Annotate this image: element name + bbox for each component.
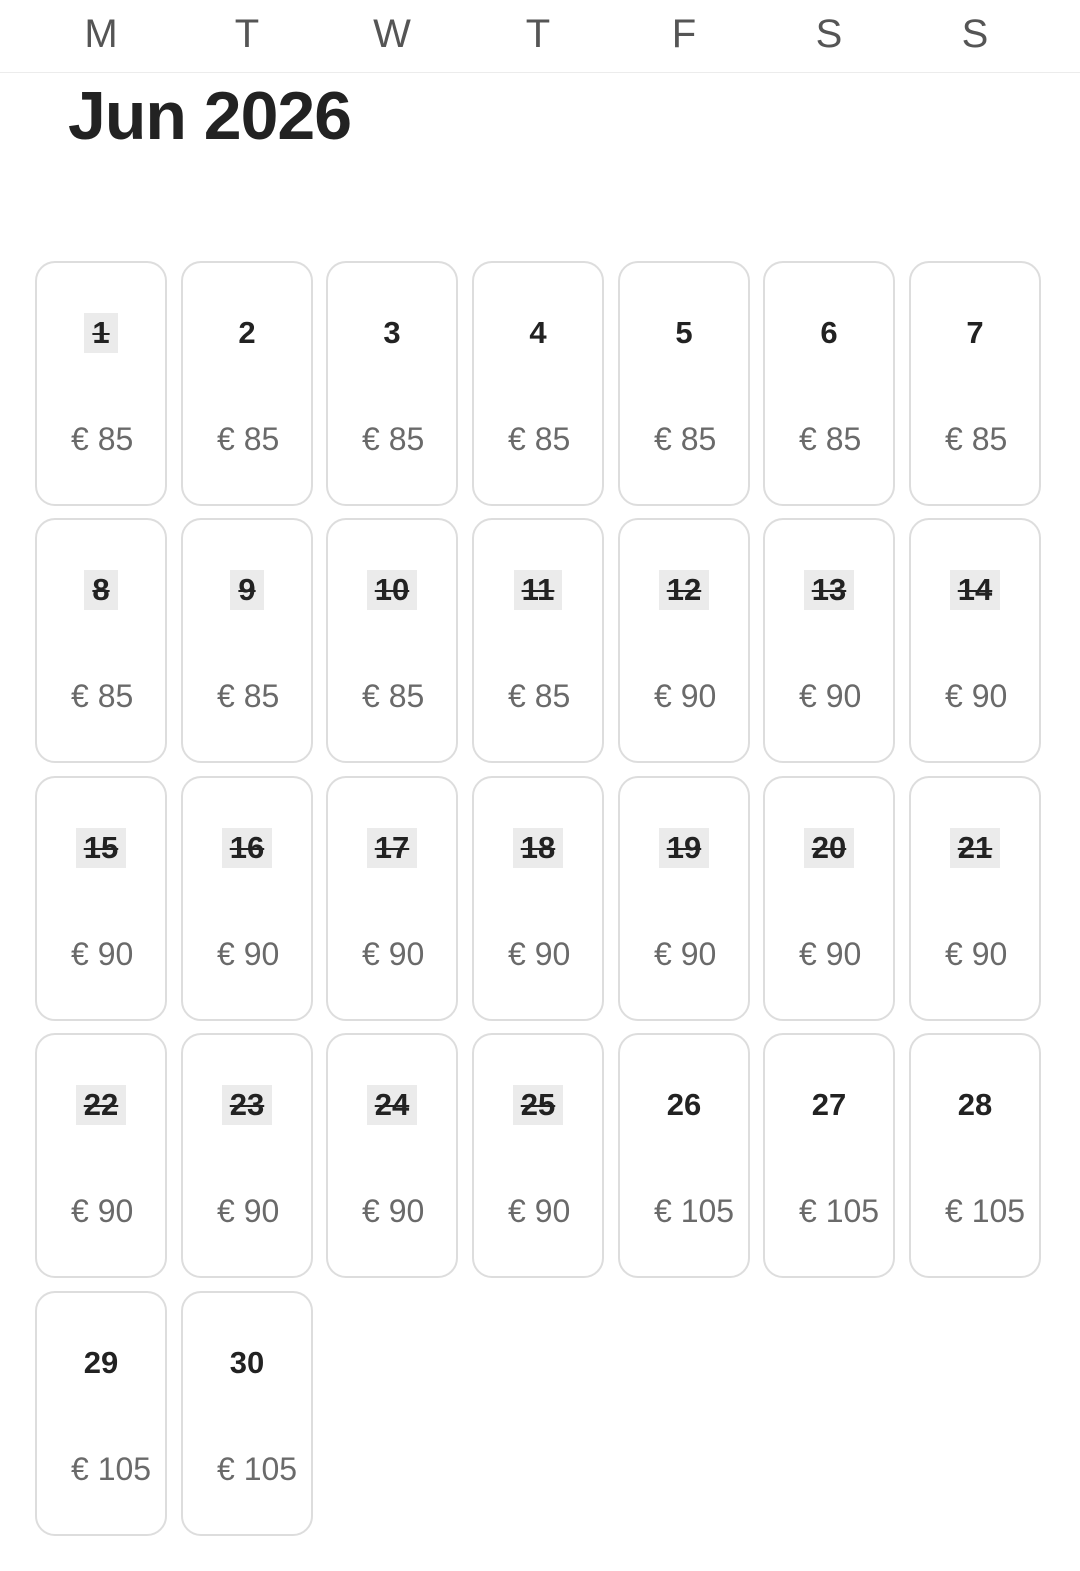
day-number <box>620 570 748 610</box>
weekday-header <box>0 0 1080 73</box>
calendar-day[interactable] <box>472 261 604 506</box>
day-number-label: 2 <box>238 315 256 350</box>
calendar-day <box>763 518 895 763</box>
day-number <box>37 1085 165 1125</box>
day-number-label: 30 <box>229 1345 265 1380</box>
day-number-label: 7 <box>966 315 984 350</box>
day-number-label: 24 <box>367 1085 417 1125</box>
day-price: € 90 <box>508 936 571 972</box>
calendar-day <box>181 1033 313 1278</box>
day-number-label: 11 <box>514 570 563 610</box>
day-price: € 105 <box>71 1451 152 1487</box>
day-number-label: 16 <box>222 828 272 868</box>
day-number-label: 15 <box>76 828 126 868</box>
day-number <box>911 313 1039 353</box>
day-price: € 90 <box>508 1193 571 1229</box>
day-number <box>328 1085 456 1125</box>
day-number-label: 18 <box>513 828 563 868</box>
calendar-day[interactable] <box>909 1033 1041 1278</box>
calendar-day[interactable] <box>763 1033 895 1278</box>
day-number <box>474 313 602 353</box>
day-number-label: 13 <box>804 570 854 610</box>
day-number-label: 26 <box>666 1087 702 1122</box>
calendar-day <box>35 261 167 506</box>
day-number-label: 14 <box>950 570 1000 610</box>
calendar-day <box>909 518 1041 763</box>
day-number-label: 4 <box>529 315 547 350</box>
day-price: € 90 <box>945 678 1008 714</box>
day-price: € 105 <box>217 1451 298 1487</box>
day-number-label: 5 <box>675 315 693 350</box>
day-number-label: 10 <box>367 570 417 610</box>
calendar-day[interactable] <box>618 1033 750 1278</box>
day-number-label: 17 <box>367 828 417 868</box>
weekday-label-mon: M <box>84 12 118 56</box>
calendar-day[interactable] <box>35 1291 167 1536</box>
day-number-label: 3 <box>383 315 401 350</box>
day-price: € 105 <box>945 1193 1026 1229</box>
day-number <box>474 1085 602 1125</box>
weekday-label-sat: S <box>815 12 843 56</box>
calendar-day[interactable] <box>618 261 750 506</box>
day-price: € 90 <box>945 936 1008 972</box>
day-number <box>37 1343 165 1383</box>
day-number <box>328 828 456 868</box>
day-number-label: 20 <box>804 828 854 868</box>
weekday-label-fri: F <box>671 12 697 56</box>
day-number <box>328 570 456 610</box>
day-number <box>328 313 456 353</box>
day-price: € 90 <box>654 936 717 972</box>
day-number-label: 22 <box>76 1085 126 1125</box>
day-number-label: 8 <box>84 570 117 610</box>
calendar-day <box>35 776 167 1021</box>
day-number <box>183 313 311 353</box>
day-price: € 85 <box>71 421 134 457</box>
day-number-label: 12 <box>659 570 709 610</box>
day-number <box>765 570 893 610</box>
day-number <box>620 828 748 868</box>
calendar-day <box>181 518 313 763</box>
day-price: € 85 <box>508 678 571 714</box>
day-price: € 85 <box>799 421 862 457</box>
day-price: € 85 <box>217 421 280 457</box>
calendar-day[interactable] <box>909 261 1041 506</box>
day-price: € 85 <box>217 678 280 714</box>
month-title: Jun 2026 <box>68 78 352 154</box>
day-price: € 90 <box>799 678 862 714</box>
weekday-label-thu: T <box>525 12 551 56</box>
day-price: € 90 <box>362 1193 425 1229</box>
day-number-label: 29 <box>83 1345 119 1380</box>
calendar-day <box>472 1033 604 1278</box>
calendar-day <box>618 776 750 1021</box>
day-price: € 85 <box>945 421 1008 457</box>
day-number <box>474 828 602 868</box>
weekday-label-tue: T <box>234 12 260 56</box>
day-price: € 85 <box>362 678 425 714</box>
day-price: € 90 <box>362 936 425 972</box>
day-price: € 105 <box>799 1193 880 1229</box>
day-number <box>183 1343 311 1383</box>
day-number <box>183 570 311 610</box>
calendar-day <box>35 1033 167 1278</box>
day-number <box>765 313 893 353</box>
day-number-label: 21 <box>950 828 1000 868</box>
day-number-label: 23 <box>222 1085 272 1125</box>
calendar-day <box>35 518 167 763</box>
calendar-day[interactable] <box>181 1291 313 1536</box>
day-price: € 90 <box>217 936 280 972</box>
day-number-label: 28 <box>957 1087 993 1122</box>
day-number <box>37 313 165 353</box>
day-number-label: 19 <box>659 828 709 868</box>
day-number <box>911 1085 1039 1125</box>
calendar-day[interactable] <box>326 261 458 506</box>
day-number <box>474 570 602 610</box>
day-number-label: 6 <box>820 315 838 350</box>
day-number <box>911 570 1039 610</box>
calendar-day <box>326 518 458 763</box>
day-number <box>911 828 1039 868</box>
day-number <box>37 828 165 868</box>
day-number <box>183 1085 311 1125</box>
calendar-day <box>326 1033 458 1278</box>
day-number <box>765 1085 893 1125</box>
calendar-day <box>472 776 604 1021</box>
day-number-label: 1 <box>84 313 117 353</box>
day-price: € 90 <box>799 936 862 972</box>
day-number <box>37 570 165 610</box>
day-price: € 90 <box>654 678 717 714</box>
calendar-day[interactable] <box>181 261 313 506</box>
day-price: € 105 <box>654 1193 735 1229</box>
calendar-day <box>472 518 604 763</box>
calendar-day <box>763 776 895 1021</box>
day-number-label: 9 <box>230 570 263 610</box>
calendar-day <box>618 518 750 763</box>
day-price: € 90 <box>217 1193 280 1229</box>
weekday-label-wed: W <box>373 12 411 56</box>
day-price: € 85 <box>654 421 717 457</box>
day-number <box>765 828 893 868</box>
day-number <box>183 828 311 868</box>
calendar-day <box>326 776 458 1021</box>
day-price: € 85 <box>508 421 571 457</box>
calendar-day <box>909 776 1041 1021</box>
day-number-label: 27 <box>811 1087 847 1122</box>
day-price: € 90 <box>71 1193 134 1229</box>
day-price: € 85 <box>362 421 425 457</box>
day-number <box>620 313 748 353</box>
calendar-day <box>181 776 313 1021</box>
calendar-day[interactable] <box>763 261 895 506</box>
day-price: € 85 <box>71 678 134 714</box>
day-number-label: 25 <box>513 1085 563 1125</box>
day-price: € 90 <box>71 936 134 972</box>
day-number <box>620 1085 748 1125</box>
weekday-label-sun: S <box>961 12 989 56</box>
